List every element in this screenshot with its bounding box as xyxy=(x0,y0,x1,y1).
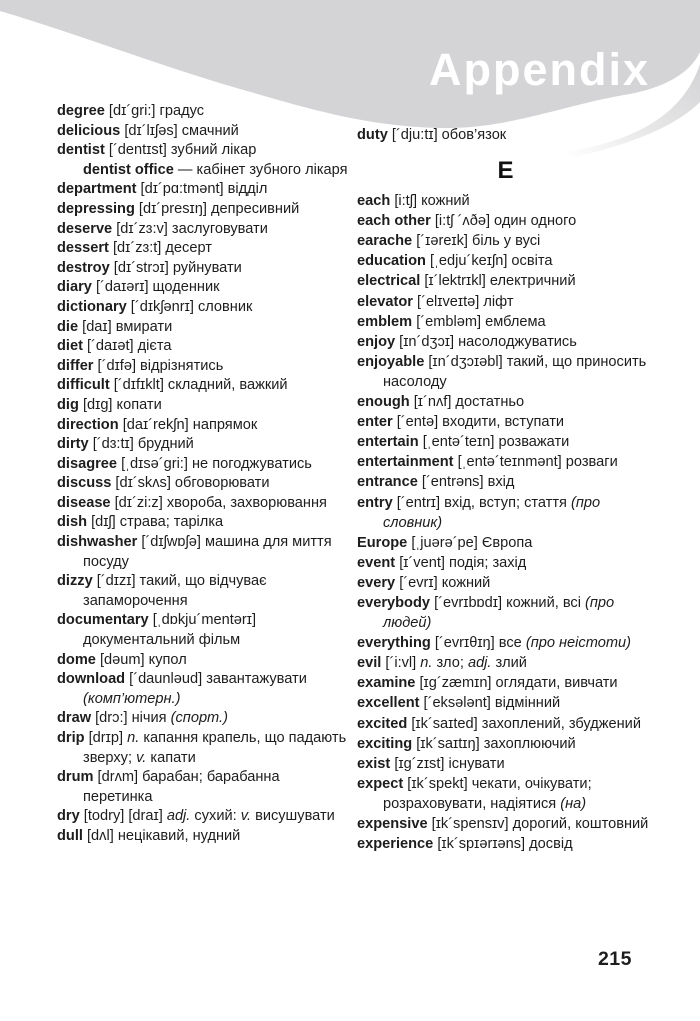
definition-text: [dɪ´zi:z] хвороба, захворювання xyxy=(114,494,327,511)
dictionary-entry xyxy=(57,141,348,161)
headword: dishwasher xyxy=(57,534,142,551)
annotation: (на) xyxy=(560,795,587,812)
dictionary-entry xyxy=(357,312,654,332)
definition-text: [dɪ´presɪŋ] депресивний xyxy=(138,200,300,217)
definition-text: [´dɪʃwɒʃə] машина для миття посуду xyxy=(83,534,332,570)
headword: excited xyxy=(357,715,412,732)
headword: examine xyxy=(357,675,420,692)
definition-text: [dɪ´skʌs] обговорювати xyxy=(115,475,270,492)
definition-text: [´evrɪθɪŋ] все xyxy=(434,635,526,652)
headword: expect xyxy=(357,775,408,792)
headword: documentary xyxy=(57,612,153,629)
dictionary-entry xyxy=(357,553,654,573)
headword: enjoyable xyxy=(357,353,429,370)
headword: discuss xyxy=(57,475,116,492)
headword: entrance xyxy=(357,474,422,491)
definition-text: [ɪk´spɪərɪəns] досвід xyxy=(437,836,573,853)
definition-text: [´eksələnt] відмінний xyxy=(423,695,561,712)
dictionary-entry xyxy=(57,180,348,200)
definition-text: [drʌm] барабан; барабанна перетинка xyxy=(83,769,280,805)
definition-text: [todry] [draɪ] xyxy=(83,808,167,825)
headword: deserve xyxy=(57,220,117,237)
definition-text: [ˌdɪsə´gri:] не погоджуватись xyxy=(121,455,312,472)
headword: evil xyxy=(357,655,386,672)
dictionary-entry xyxy=(57,318,348,338)
dictionary-entry xyxy=(57,376,348,396)
dictionary-entry xyxy=(57,670,348,709)
dictionary-entry xyxy=(357,392,654,412)
headword: exist xyxy=(357,755,395,772)
definition-text: [ɪk´spekt] чекати, очікувати; розраховувати, надіятися xyxy=(383,775,592,812)
headword: emblem xyxy=(357,313,417,330)
headword: everything xyxy=(357,635,435,652)
headword: dizzy xyxy=(57,573,97,590)
definition-text: [´daɪərɪ] щоденник xyxy=(95,279,220,296)
headword: dessert xyxy=(57,240,113,257)
headword: expensive xyxy=(357,816,432,832)
headword: enjoy xyxy=(357,333,400,350)
definition-text: [´evrɪ] кожний xyxy=(399,574,491,591)
annotation: (про словник) xyxy=(383,494,601,531)
headword: entertain xyxy=(357,434,423,451)
definition-text: [drɪp] xyxy=(88,730,128,746)
headword: excellent xyxy=(357,695,424,712)
definition-text: [´embləm] емблема xyxy=(416,313,546,330)
headword: experience xyxy=(357,836,438,853)
definition-text: [i:tʃ] кожний xyxy=(394,193,470,210)
headword: dictionary xyxy=(57,298,131,315)
definition-text: [´dɪzɪ] такий, що відчуває запаморочення xyxy=(83,573,267,609)
definition-text: [ɪ´vent] подія; захід xyxy=(399,554,527,571)
definition-text: капання крапель, що падають зверху; xyxy=(83,730,347,766)
definition-text: [daɪ´rekʃn] напрямок xyxy=(122,416,258,433)
annotation: v. xyxy=(136,749,151,766)
headword: each other xyxy=(357,213,435,230)
dictionary-entry xyxy=(357,714,654,734)
dictionary-entry xyxy=(57,455,348,475)
definition-text: [ˌedju´keɪʃn] освіта xyxy=(429,253,553,270)
dictionary-entry xyxy=(57,768,348,807)
dictionary-entry xyxy=(357,573,654,593)
annotation: adj. xyxy=(166,808,195,825)
dictionary-entry xyxy=(357,653,654,673)
definition-text: [dɪ´pɑ:tmənt] відділ xyxy=(140,181,268,198)
definition-text: [´dɪkʃənrɪ] словник xyxy=(130,298,253,315)
dictionary-entry xyxy=(357,211,654,231)
dictionary-entry xyxy=(357,734,654,754)
definition-text: [dɪ´gri:] градус xyxy=(108,103,205,119)
dictionary-entry xyxy=(357,352,654,392)
section-letter-heading: E xyxy=(497,157,514,185)
dictionary-entry xyxy=(357,673,654,693)
definition-text: [´daunləud] завантажувати xyxy=(129,671,307,688)
definition-text: [´dentɪst] зубний лікар xyxy=(108,142,257,159)
dictionary-entry xyxy=(57,122,348,142)
dictionary-entry xyxy=(357,693,654,713)
definition-text: [ɪ´nʌf] достатньо xyxy=(413,394,525,411)
annotation: (спорт.) xyxy=(170,710,228,727)
headword: enter xyxy=(357,414,397,431)
dictionary-entry xyxy=(57,651,348,671)
headword: degree xyxy=(57,103,109,119)
right-column-pre-section xyxy=(357,125,654,145)
dictionary-entry xyxy=(57,200,348,220)
dictionary-entry xyxy=(357,271,654,291)
dictionary-entry xyxy=(357,125,654,145)
dictionary-entry xyxy=(57,572,348,611)
headword: depressing xyxy=(57,200,139,217)
definition-text: — кабінет зубного лікаря xyxy=(177,161,348,178)
definition-text: [ɪn´dʒɔɪəbl] такий, що приносить насолоду xyxy=(383,353,647,390)
definition-text: [ˌjuərə´pe] Європа xyxy=(411,534,533,551)
headword: earache xyxy=(357,233,417,250)
dictionary-entry xyxy=(57,357,348,377)
headword: electrical xyxy=(357,273,425,290)
dictionary-entry xyxy=(57,337,348,357)
annotation: (про неістоти) xyxy=(525,635,631,652)
definition-text: [´evrɪbɒdɪ] кожний, всі xyxy=(434,594,586,611)
dictionary-entry xyxy=(57,533,348,572)
dictionary-entry xyxy=(57,827,348,847)
annotation: adj. xyxy=(467,655,496,672)
definition-text: [´entrɪ] вхід, вступ; стаття xyxy=(396,494,572,511)
definition-text: [dɪ´strɔɪ] руйнувати xyxy=(113,259,242,276)
appendix-title: Appendix xyxy=(428,44,650,95)
right-column-entries xyxy=(357,191,654,854)
dictionary-entry xyxy=(357,191,654,211)
headword: die xyxy=(57,318,83,335)
right-column xyxy=(357,125,654,854)
headword: dull xyxy=(57,827,87,844)
headword: drum xyxy=(57,769,98,786)
dictionary-entry xyxy=(57,513,348,533)
definition-text: [dɪʃ] страва; тарілка xyxy=(91,514,224,531)
headword: diet xyxy=(57,338,87,355)
headword: dome xyxy=(57,651,100,668)
headword: dirty xyxy=(57,436,93,453)
dictionary-entry xyxy=(57,611,348,650)
dictionary-entry xyxy=(357,432,654,452)
dictionary-entry xyxy=(57,259,348,279)
definition-text: сухий: xyxy=(194,808,241,825)
definition-text: висушувати xyxy=(255,808,335,825)
definition-text: [´entə] входити, вступати xyxy=(396,414,565,431)
annotation: n. xyxy=(127,730,144,746)
definition-text: [ɪ´lektrɪkl] електричний xyxy=(424,273,576,290)
definition-text: [ˌdɒkju´mentərɪ] документальний фільм xyxy=(83,612,257,649)
headword: each xyxy=(357,193,395,210)
definition-text: [i:tʃ ´ʌðə] один одного xyxy=(434,213,577,230)
dictionary-entry xyxy=(57,396,348,416)
annotation: n. xyxy=(420,655,437,672)
definition-text: [´elɪveɪtə] ліфт xyxy=(417,293,514,310)
dictionary-entry xyxy=(57,807,348,827)
dictionary-entry xyxy=(57,709,348,729)
headword: diary xyxy=(57,279,96,296)
dictionary-entry xyxy=(57,416,348,436)
headword: department xyxy=(57,181,141,198)
dictionary-entry xyxy=(57,239,348,259)
dictionary-entry xyxy=(357,533,654,553)
definition-text: [ɪk´saɪted] захоплений, збуджений xyxy=(411,715,641,732)
headword: dry xyxy=(57,808,84,825)
dictionary-entry xyxy=(357,593,654,633)
dictionary-entry xyxy=(357,452,654,472)
headword: direction xyxy=(57,416,123,433)
headword: everybody xyxy=(357,594,435,611)
definition-text: [´daɪət] дієта xyxy=(87,338,172,355)
dictionary-entry xyxy=(57,435,348,455)
dictionary-entry xyxy=(57,102,348,122)
definition-text: [´dɪfə] відрізнятись xyxy=(97,357,224,374)
dictionary-entry xyxy=(357,231,654,251)
dictionary-entry xyxy=(57,220,348,240)
definition-text: [ɪk´spensɪv] дорогий, коштовний xyxy=(431,816,649,832)
headword: drip xyxy=(57,730,89,746)
annotation: v. xyxy=(240,808,256,825)
headword: event xyxy=(357,554,400,571)
dictionary-entry xyxy=(357,814,654,834)
headword: dentist office xyxy=(83,161,178,178)
definition-text: [daɪ] вмирати xyxy=(82,318,173,335)
dictionary-entry xyxy=(357,292,654,312)
annotation: (про людей) xyxy=(383,594,615,632)
headword: every xyxy=(357,574,400,591)
definition-text: [ɪn´dʒɔɪ] насолоджуватись xyxy=(399,333,577,350)
dictionary-entry xyxy=(57,474,348,494)
definition-text: [ɪk´saɪtɪŋ] захоплюючий xyxy=(416,735,576,752)
headword: dish xyxy=(57,514,92,531)
definition-text: [dʌl] нецікавий, нудний xyxy=(87,827,241,844)
headword: draw xyxy=(57,710,96,727)
definition-text: [´entrəns] вхід xyxy=(421,474,515,491)
headword: disease xyxy=(57,494,115,511)
dictionary-entry xyxy=(357,251,654,271)
definition-text: [ɪg´zɪst] існувати xyxy=(394,755,505,772)
definition-text: [ɪg´zæmɪn] оглядати, вивчати xyxy=(419,675,618,692)
headword: difficult xyxy=(57,377,114,394)
dictionary-entry xyxy=(357,754,654,774)
annotation: (комп’ютерн.) xyxy=(83,690,181,707)
headword: download xyxy=(57,671,130,688)
definition-text: [´dɪfɪklt] складний, важкий xyxy=(113,377,288,394)
definition-text: [dɪ´zɜ:t] десерт xyxy=(112,240,212,257)
dictionary-entry xyxy=(357,332,654,352)
dictionary-entry xyxy=(357,633,654,653)
definition-text: [ˌentə´teɪn] розважати xyxy=(422,434,570,451)
dictionary-entry xyxy=(357,472,654,492)
dictionary-entry xyxy=(57,298,348,318)
headword: elevator xyxy=(357,293,418,310)
definition-text: [drɔ:] нічия xyxy=(95,710,171,727)
dictionary-entry xyxy=(57,494,348,514)
headword: disagree xyxy=(57,455,122,472)
page-number: 215 xyxy=(597,948,632,970)
left-column xyxy=(57,102,348,847)
definition-text: капати xyxy=(150,749,196,766)
dictionary-entry xyxy=(357,834,654,854)
dictionary-subentry xyxy=(57,161,348,181)
headword: duty xyxy=(357,127,392,143)
definition-text: зло; xyxy=(436,655,468,672)
definition-text: [´dju:tɪ] обов’язок xyxy=(391,127,507,143)
definition-text: [dɪ´zɜ:v] заслуговувати xyxy=(116,220,268,237)
headword: enough xyxy=(357,394,414,411)
dictionary-entry xyxy=(357,493,654,533)
headword: education xyxy=(357,253,430,270)
headword: exciting xyxy=(357,735,417,752)
dictionary-entry xyxy=(57,729,348,768)
definition-text: [dɪ´lɪʃəs] смачний xyxy=(124,122,239,139)
headword: Europe xyxy=(357,534,412,551)
definition-text: [´dɜ:tɪ] брудний xyxy=(92,436,194,453)
definition-text: [dɪg] копати xyxy=(82,396,162,413)
definition-text: [dəum] купол xyxy=(99,651,187,668)
definition-text: [ˌentə´teɪnmənt] розваги xyxy=(457,454,618,471)
headword: differ xyxy=(57,357,98,374)
headword: entertainment xyxy=(357,454,458,471)
headword: delicious xyxy=(57,122,125,139)
headword: destroy xyxy=(57,259,114,276)
definition-text: [´ɪəreɪk] біль у вусі xyxy=(416,233,541,250)
headword: entry xyxy=(357,494,397,511)
headword: dig xyxy=(57,396,83,413)
definition-text: злий xyxy=(495,655,527,672)
definition-text: [´i:vl] xyxy=(385,655,421,672)
headword: dentist xyxy=(57,142,109,159)
dictionary-entry xyxy=(357,412,654,432)
dictionary-entry xyxy=(357,774,654,814)
dictionary-entry xyxy=(57,278,348,298)
